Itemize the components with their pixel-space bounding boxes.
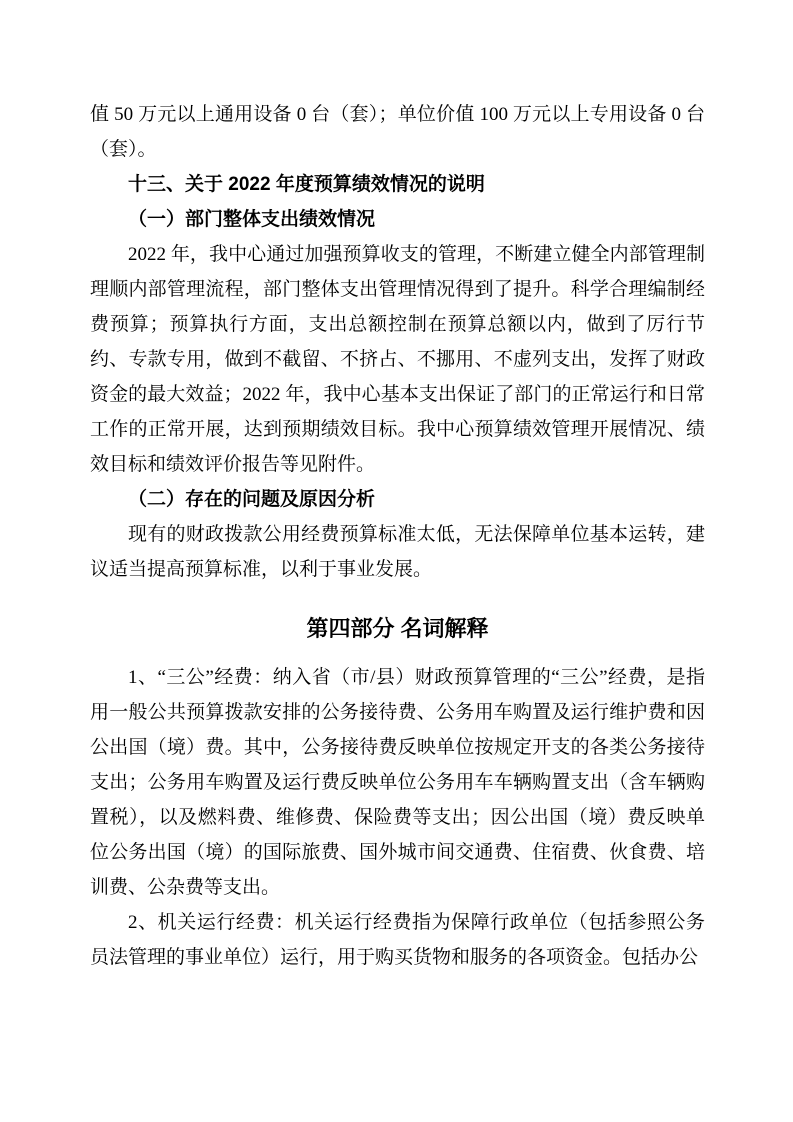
subheading-1-overall-expenditure-performance: （一）部门整体支出绩效情况 bbox=[128, 209, 376, 230]
subheading-2-problems-and-causes: （二）存在的问题及原因分析 bbox=[128, 489, 376, 510]
heading-section-13-budget-performance: 十三、关于 2022 年度预算绩效情况的说明 bbox=[128, 174, 485, 195]
paragraph-term-1-three-public-expenses: 1、“三公”经费：纳入省（市/县）财政预算管理的“三公”经费，是指用一般公共预算拨款安排的公务接待费、公务用车购置及运行维护费和因公出国（境）费。其中，公务接待费反映单位按规定开支的各类公务接待支出；公务用车购置及运行费反映单位公务用车车辆购置支出（含车辆购置税），以及燃料费、维修费、保险费等支出；因公出国（境）费反映单位公务出国（境）的国际旅费、国外城市间交通费、住宿费、伙食费、培训费、公杂费等支出。 bbox=[90, 667, 705, 898]
paragraph-term-2-agency-operating-funds: 2、机关运行经费：机关运行经费指为保障行政单位（包括参照公务员法管理的事业单位）运行，用于购买货物和服务的各项资金。包括办公 bbox=[90, 912, 705, 968]
part-4-title-glossary: 第四部分 名词解释 bbox=[306, 616, 489, 641]
paragraph-equipment-continuation: 值 50 万元以上通用设备 0 台（套）；单位价值 100 万元以上专用设备 0 台（套）。 bbox=[90, 104, 705, 160]
paragraph-performance-description: 2022 年，我中心通过加强预算收支的管理，不断建立健全内部管理制理顺内部管理流程，部门整体支出管理情况得到了提升。科学合理编制经费预算；预算执行方面，支出总额控制在预算总额以内，做到了厉行节约、专款专用，做到不截留、不挤占、不挪用、不虚列支出，发挥了财政资金的最大效益；2022 年，我中心基本支出保证了部门的正常运行和日常工作的正常开展，达到预期绩效目标。我中心预算绩效管理开展情况、绩效目标和绩效评价报告等见附件。 bbox=[90, 244, 705, 475]
paragraph-problems-description: 现有的财政拨款公用经费预算标准太低，无法保障单位基本运转，建议适当提高预算标准，以利于事业发展。 bbox=[90, 524, 705, 580]
